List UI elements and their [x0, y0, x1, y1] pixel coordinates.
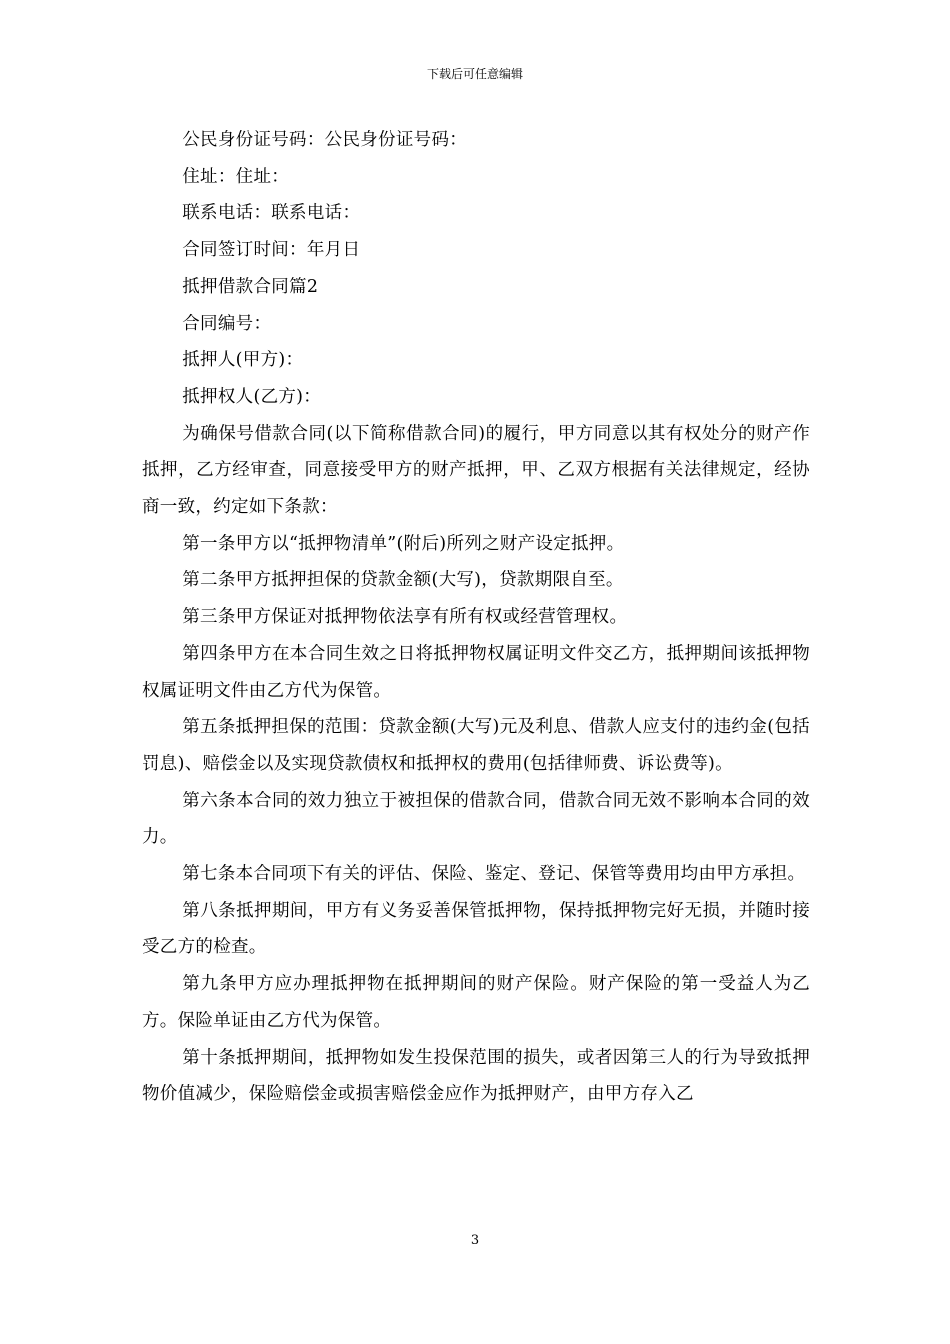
paragraph: 公民身份证号码：公民身份证号码： [182, 130, 468, 150]
clause: 第四条甲方在本合同生效之日将抵押物权属证明文件交乙方，抵押期间该抵押物权属证明文件由乙方代为保管。 [142, 643, 810, 701]
page-header: 下载后可任意编辑 [426, 67, 523, 81]
clause: 第八条抵押期间，甲方有义务妥善保管抵押物，保持抵押物完好无损，并随时接受乙方的检查。 [142, 900, 810, 958]
clause: 第十条抵押期间，抵押物如发生投保范围的损失，或者因第三人的行为导致抵押物价值减少，保险赔偿金或损害赔偿金应作为抵押财产，由甲方存入乙 [142, 1047, 810, 1105]
paragraph: 合同签订时间：年月日 [182, 240, 361, 261]
page-number: 3 [470, 1233, 480, 1248]
paragraph: 为确保号借款合同(以下简称借款合同)的履行，甲方同意以其有权处分的财产作抵押，乙方经审查，同意接受甲方的财产抵押，甲、乙双方根据有关法律规定，经协商一致，约定如下条款： [142, 423, 810, 518]
paragraph: 住址：住址： [182, 166, 290, 187]
paragraph: 抵押权人(乙方)： [182, 386, 322, 407]
section-title: 抵押借款合同篇2 [182, 276, 319, 297]
paragraph: 合同编号： [182, 313, 272, 334]
clause: 第三条甲方保证对抵押物依法享有所有权或经营管理权。 [182, 607, 628, 628]
paragraph: 联系电话：联系电话： [182, 203, 361, 224]
clause: 第七条本合同项下有关的评估、保险、鉴定、登记、保管等费用均由甲方承担。 [182, 864, 806, 885]
clause: 第二条甲方抵押担保的贷款金额(大写)，贷款期限自至。 [182, 570, 624, 591]
clause: 第九条甲方应办理抵押物在抵押期间的财产保险。财产保险的第一受益人为乙方。保险单证由乙方代为保管。 [142, 974, 810, 1031]
clause: 第五条抵押担保的范围：贷款金额(大写)元及利息、借款人应支付的违约金(包括罚息)、赔偿金以及实现贷款债权和抵押权的费用(包括律师费、诉讼费等)。 [142, 717, 810, 774]
paragraph: 抵押人(甲方)： [182, 350, 304, 371]
clause: 第一条甲方以“抵押物清单”(附后)所列之财产设定抵押。 [182, 533, 625, 554]
clause: 第六条本合同的效力独立于被担保的借款合同，借款合同无效不影响本合同的效力。 [142, 790, 810, 848]
document-body [142, 122, 810, 1113]
